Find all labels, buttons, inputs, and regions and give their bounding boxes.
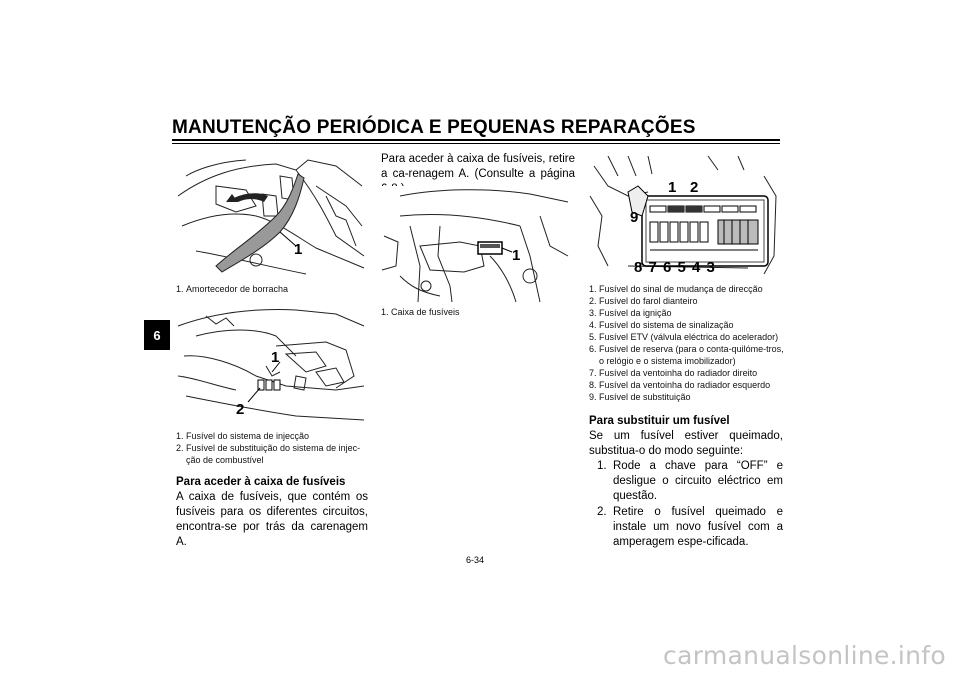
replace-steps-list [597, 459, 783, 551]
caption-item [589, 343, 785, 367]
figure1-caption [176, 283, 366, 295]
fuse-label-2: 2 [690, 179, 699, 196]
caption-text: Fusível do sinal de mudança de direcção [599, 284, 763, 294]
step-number: 1. [597, 460, 607, 472]
caption-item [589, 391, 785, 403]
fuse-area-illustration [176, 306, 366, 424]
caption-item [589, 307, 785, 319]
step-number: 2. [597, 506, 607, 518]
caption-text: Fusível da ventoinha do radiador direito [599, 368, 758, 378]
caption-item [381, 306, 573, 318]
figure-fuse-box-layout [588, 156, 780, 278]
motorcycle-rear-illustration [176, 156, 366, 278]
caption-text: Fusível do sistema de sinalização [599, 320, 734, 330]
caption-text: Fusível da ignição [599, 308, 672, 318]
figure-label-1: 1 [271, 349, 280, 366]
list-item [597, 505, 783, 550]
section-heading-access: Para aceder à caixa de fusíveis [176, 476, 346, 488]
page-number: 6-34 [466, 555, 485, 565]
caption-text: Caixa de fusíveis [391, 307, 460, 317]
header-rule-thin [172, 143, 780, 144]
caption-number: 7. [589, 368, 597, 378]
caption-number: 6. [589, 344, 597, 354]
caption-number: 1. [176, 284, 184, 294]
caption-number: 4. [589, 320, 597, 330]
header-rule [172, 139, 780, 141]
caption-text: Fusível do sistema de injecção [186, 431, 310, 441]
chapter-tab: 6 [144, 320, 170, 350]
figure-rubber-damper [176, 156, 366, 278]
fuse-label-9: 9 [630, 209, 639, 226]
caption-item [589, 295, 785, 307]
caption-text: Fusível de substituição do sistema de injec-ção de combustível [186, 443, 361, 465]
caption-number: 1. [589, 284, 597, 294]
figure-fuse-box-location [380, 186, 572, 304]
caption-text: Fusível ETV (válvula eléctrica do acelerador) [599, 332, 779, 342]
caption-number: 1. [381, 307, 389, 317]
figure2-caption [176, 430, 368, 466]
caption-number: 3. [589, 308, 597, 318]
fuse-labels-bottom: 8 7 6 5 4 3 [634, 259, 716, 276]
caption-number: 9. [589, 392, 597, 402]
caption-number: 2. [176, 443, 184, 453]
caption-item [176, 283, 366, 295]
list-item [597, 459, 783, 504]
caption-item [176, 442, 368, 466]
caption-text: Fusível de reserva (para o conta-quilóme-tros, o relógio e o sistema imobilizador) [599, 344, 784, 366]
paragraph-remove-panel: Para aceder à caixa de fusíveis, retire a ca-renagem A. (Consulte a página [381, 153, 575, 180]
watermark: carmanualsonline.info [663, 641, 946, 670]
figure-label-2: 2 [236, 401, 245, 418]
caption-item [589, 319, 785, 331]
caption-item [589, 367, 785, 379]
figure-injection-fuse [176, 306, 366, 424]
caption-text: Amortecedor de borracha [186, 284, 289, 294]
fuse-box-layout-illustration [588, 156, 780, 278]
caption-item [589, 283, 785, 295]
paragraph-access: A caixa de fusíveis, que contém os fusíveis para os diferentes circuitos, encontra-se por trás da carenagem A. [176, 491, 368, 548]
caption-number: 2. [589, 296, 597, 306]
step-text: Rode a chave para “OFF” e desligue o circuito eléctrico em questão. [613, 460, 783, 502]
figure-label-1: 1 [512, 247, 521, 264]
step-text: Retire o fusível queimado e instale um novo fusível com a amperagem espe-cificada. [613, 506, 783, 548]
caption-item [589, 379, 785, 391]
paragraph-replace: Se um fusível estiver queimado, substitua-o do modo seguinte: [589, 430, 783, 457]
fuse-box-illustration [380, 186, 572, 304]
caption-text: Fusível do farol dianteiro [599, 296, 698, 306]
caption-item [176, 430, 368, 442]
section-heading-replace: Para substituir um fusível [589, 415, 730, 427]
page-title: MANUTENÇÃO PERIÓDICA E PEQUENAS REPARAÇÕES [172, 117, 696, 138]
caption-number: 1. [176, 431, 184, 441]
caption-item [589, 331, 785, 343]
caption-text: Fusível de substituição [599, 392, 691, 402]
figure4-caption [589, 283, 785, 403]
figure-label-1: 1 [294, 241, 303, 258]
caption-number: 8. [589, 380, 597, 390]
figure3-caption [381, 306, 573, 318]
caption-text: Fusível da ventoinha do radiador esquerdo [599, 380, 771, 390]
fuse-label-1: 1 [668, 179, 677, 196]
caption-number: 5. [589, 332, 597, 342]
